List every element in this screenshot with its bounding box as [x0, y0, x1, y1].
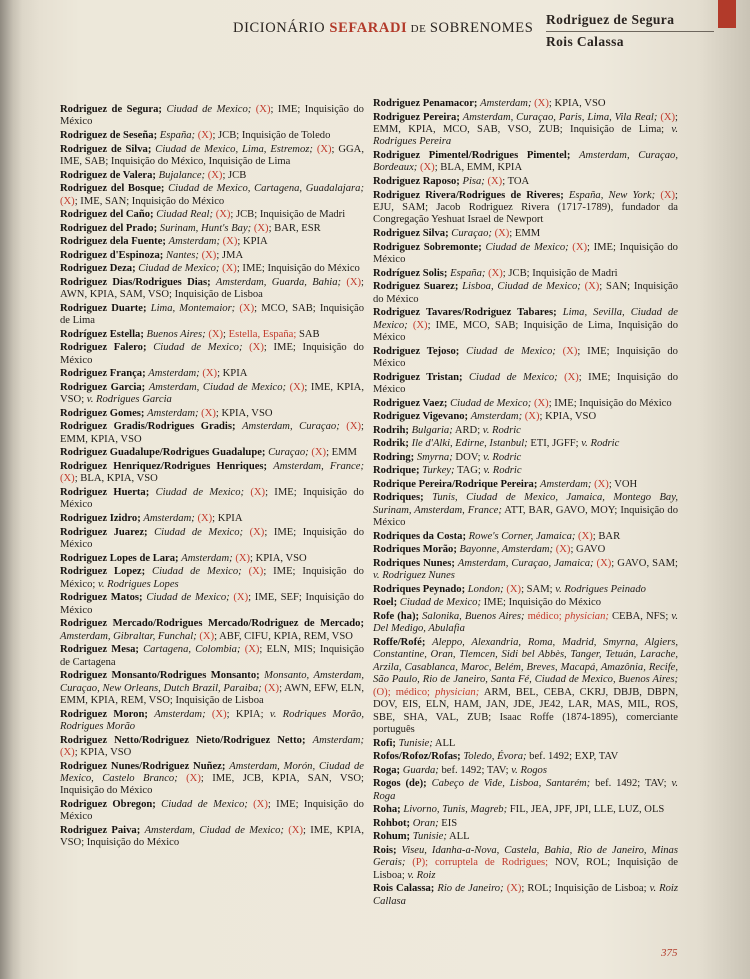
- entry-headword: Rodriguez Garcia;: [60, 381, 146, 393]
- entry-headword: Rodriguez Paiva;: [60, 825, 141, 837]
- thumb-index-tab: [718, 0, 736, 28]
- dictionary-entry: [60, 527, 364, 552]
- book-title-part1: DICIONÁRIO: [233, 20, 330, 36]
- book-title: [233, 20, 533, 37]
- entry-definition: Monsanto, Amsterdam, Curaçao, New Orleans, Dutch Brazil, Paraiba; (X); AWN, EFW, ELN, EMM, KPIA, REM, VSO; Inquisição de Lisboa: [60, 670, 364, 707]
- entry-headword: Rodriguez Suarez;: [373, 281, 459, 293]
- entry-definition: Amsterdam, Curaçao; (X); EMM, KPIA, VSO: [60, 421, 364, 445]
- page-number: 375: [661, 947, 678, 959]
- entry-headword: Rofos/Rofoz/Rofas;: [373, 751, 461, 763]
- entry-definition: Ciudad de Mexico; (X); IME; Inquisição do México: [138, 263, 360, 275]
- dictionary-entry: [373, 751, 678, 763]
- entry-headword: Rodriguez Moron;: [60, 708, 148, 720]
- entry-definition: Amsterdam; (X); KPIA, VSO: [60, 734, 364, 759]
- running-head-last-entry: Rois Calassa: [546, 31, 714, 53]
- dictionary-entry: [373, 411, 678, 423]
- dictionary-entry: [373, 190, 678, 227]
- entry-definition: Bayonne, Amsterdam; (X); GAVO: [459, 544, 606, 556]
- entry-definition: Curaçao; (X); EMM: [268, 447, 357, 459]
- entry-definition: Ciudad Real; (X); JCB; Inquisição de Madri: [156, 209, 346, 221]
- entry-headword: Rodriguez Monsanto/Rodrigues Monsanto;: [60, 670, 260, 682]
- dictionary-entry: [373, 738, 678, 750]
- dictionary-entry: [60, 408, 364, 420]
- dictionary-entry: [60, 183, 364, 208]
- dictionary-entry: [60, 236, 364, 248]
- entry-headword: Rofi;: [373, 737, 396, 749]
- entry-headword: Rodriguez Huerta;: [60, 487, 150, 499]
- dictionary-entry: [60, 553, 364, 565]
- entry-definition: London; (X); SAM; v. Rodrigues Peinado: [467, 583, 646, 595]
- dictionary-entry: [373, 492, 678, 529]
- dictionary-entry: [373, 242, 678, 267]
- entry-definition: Bujalance; (X); JCB: [158, 169, 247, 181]
- entry-headword: Rodriguez del Prado;: [60, 222, 158, 234]
- entry-headword: Rodrih;: [373, 424, 409, 436]
- entry-definition: Ciudad de Mexico; (X); IME; Inquisição do México: [60, 104, 364, 128]
- entry-definition: Amsterdam; (X); VOH: [540, 478, 638, 490]
- entry-headword: Rodriques Peynado;: [373, 583, 466, 595]
- dictionary-entry: [373, 150, 678, 175]
- entry-headword: Rodriques da Costa;: [373, 530, 467, 542]
- book-spine-shadow: [0, 0, 22, 979]
- dictionary-entry: [60, 735, 364, 760]
- entry-definition: España, New York; (X); EJU, SAM; Jacob Rodriguez Rivera (1717-1789), fundador da Congregação Yeshuat Israel de Newport: [373, 189, 678, 226]
- running-head-first-entry: Rodriguez de Segura: [546, 12, 675, 27]
- entry-headword: Rodriguez del Bosque;: [60, 183, 165, 195]
- dictionary-entry: [60, 209, 364, 221]
- entry-headword: Rodriguez Netto/Rodriguez Nieto/Rodriguez Netto;: [60, 734, 306, 746]
- entry-headword: Rodriguez Henriquez/Rodrigues Henriques;: [60, 461, 268, 473]
- entry-headword: Rodriguez de Seseña;: [60, 130, 158, 141]
- dictionary-entry: [60, 421, 364, 446]
- entry-definition: Buenos Aires; (X); Estella, España; SAB: [146, 328, 320, 340]
- entry-definition: Ciudad de Mexico, Cartagena, Guadalajara; (X); IME, SAN; Inquisição do México: [60, 183, 364, 207]
- dictionary-entry: [60, 761, 364, 798]
- dictionary-entry: [60, 223, 364, 235]
- entry-headword: Rodriguez Falero;: [60, 342, 147, 354]
- entry-definition: Amsterdam; (X); KPIA: [168, 236, 268, 248]
- entry-definition: Ciudad de Mexico; (X); IME; Inquisição do México; v. Rodrigues Lopes: [60, 566, 364, 590]
- entry-headword: Rofe (ha);: [373, 611, 420, 623]
- entry-headword: Rodriguez Silva;: [373, 228, 449, 239]
- entry-headword: Rodriguez Tavares/Rodriguez Tabares;: [373, 307, 557, 319]
- dictionary-entry: [60, 644, 364, 669]
- dictionary-entry: [373, 98, 678, 110]
- entry-headword: Roffe/Rofé;: [373, 637, 426, 649]
- dictionary-entry: [373, 778, 678, 803]
- dictionary-entry: [373, 883, 678, 908]
- running-head: [546, 10, 714, 53]
- entry-headword: Rodriguez Izidro;: [60, 513, 141, 525]
- entry-definition: Ciudad de Mexico; (X); IME; Inquisição do México: [450, 397, 672, 409]
- entry-definition: Amsterdam; (X); KPIA, VSO: [480, 98, 606, 109]
- dictionary-entry: [373, 831, 678, 843]
- dictionary-entry: [60, 461, 364, 486]
- dictionary-entry: [60, 170, 364, 182]
- entry-definition: Tunis, Ciudad de Mexico, Jamaica, Montego Bay, Surinam, Amsterdam, France; ATT, BAR, GAVO, MOY; Inquisição do México: [373, 492, 678, 529]
- dictionary-entry: [60, 144, 364, 169]
- entry-definition: Cartagena, Colombia; (X); ELN, MIS; Inquisição de Cartagena: [60, 644, 364, 668]
- entry-definition: Ciudad de Mexico; (X); IME; Inquisição do México: [373, 371, 679, 395]
- entry-definition: Livorno, Tunis, Magreb; FIL, JEA, JPF, JPI, LLE, LUZ, OLS: [403, 804, 665, 816]
- entry-definition: Amsterdam; (X); KPIA; v. Rodriques Morão, Rodrigues Morão: [60, 708, 365, 733]
- entry-headword: Rodrique;: [373, 465, 420, 477]
- entry-headword: Rodriguez França;: [60, 368, 146, 380]
- dictionary-entry: [373, 268, 678, 280]
- entry-headword: Rodriguez Obregon;: [60, 799, 156, 811]
- entry-headword: Rodriguez Vaez;: [373, 397, 448, 409]
- entry-headword: Rodriguez Nunes/Rodriguez Nuñez;: [60, 760, 226, 772]
- dictionary-entry: [60, 566, 364, 591]
- dictionary-entry: [60, 368, 364, 380]
- entry-definition: Lisboa, Ciudad de Mexico; (X); SAN; Inquisição do México: [373, 281, 679, 305]
- dictionary-entry: [373, 765, 678, 777]
- entry-definition: Ciudad de Mexico, Lima, Estremoz; (X); GGA, IME, SAB; Inquisição do México, Inquisição de Lima: [60, 143, 364, 167]
- entry-headword: Rodriguez Deza;: [60, 263, 136, 275]
- dictionary-entry: [373, 584, 678, 596]
- entry-headword: Rodring;: [373, 451, 415, 463]
- entry-definition: Smyrna; DOV; v. Rodric: [416, 451, 522, 463]
- entry-definition: Bulgaria; ARD; v. Rodric: [411, 424, 521, 436]
- entry-definition: Nantes; (X); JMA: [165, 249, 244, 261]
- dictionary-entry: [60, 342, 364, 367]
- book-title-part2: DE: [407, 23, 430, 35]
- entry-definition: Ciudad de Mexico; (X); IME; Inquisição do México: [60, 799, 364, 823]
- dictionary-entry: [373, 611, 678, 636]
- entry-headword: Rois;: [373, 845, 397, 857]
- dictionary-entry: [60, 130, 364, 142]
- book-title-part3: SOBRENOMES: [429, 20, 534, 36]
- entry-definition: Curaçao; (X); EMM: [451, 228, 541, 239]
- dictionary-entry: [60, 709, 364, 734]
- dictionary-entry: [60, 303, 364, 328]
- book-title-accent: SEFARADI: [329, 20, 408, 36]
- entry-definition: Amsterdam, France; (X); BLA, KPIA, VSO: [60, 461, 364, 485]
- entry-headword: Rodriguez Gomes;: [60, 407, 145, 419]
- dictionary-entry: [373, 281, 678, 306]
- entry-definition: Ciudad de Mexico; (X); IME; Inquisição do México: [373, 345, 678, 369]
- dictionary-entry: [373, 425, 678, 437]
- entry-definition: Pisa; (X); TOA: [462, 176, 530, 187]
- entry-definition: Lima, Montemaior; (X); MCO, SAB; Inquisição de Lima: [60, 302, 365, 327]
- entry-definition: Lima, Sevilla, Ciudad de Mexico; (X); IME, MCO, SAB; Inquisição de Lima, Inquisição do México: [373, 307, 678, 343]
- entry-definition: Amsterdam; (X); KPIA, VSO: [470, 411, 597, 423]
- dictionary-entry: [373, 804, 678, 816]
- entry-headword: Rodriguez Pimentel/Rodrigues Pimentel;: [373, 150, 571, 161]
- entry-definition: Ciudad de Mexico; (X); IME; Inquisição do México: [60, 487, 364, 511]
- entry-headword: Rohbot;: [373, 817, 411, 829]
- dictionary-entry: [373, 544, 678, 556]
- dictionary-entry: [60, 329, 364, 341]
- entry-headword: Rodriguez Gradis/Rodrigues Gradis;: [60, 421, 236, 433]
- dictionary-entry: [373, 176, 678, 188]
- entry-definition: Viseu, Idanha-a-Nova, Castela, Bahia, Rio de Janeiro, Minas Gerais; (P); corruptela de Rodrigues; NOV, ROL; Inquisição de Lisboa; v. Roiz: [373, 845, 678, 881]
- entry-headword: Rodriguez Lopes de Lara;: [60, 552, 179, 564]
- entry-headword: Rodríguez Estella;: [60, 328, 144, 340]
- entry-definition: España; (X); JCB; Inquisição de Toledo: [159, 130, 331, 141]
- dictionary-entry: [373, 346, 678, 371]
- entry-definition: Turkey; TAG; v. Rodric: [422, 465, 522, 477]
- dictionary-entry: [60, 825, 364, 850]
- entry-headword: Rodriguez Dias/Rodrigues Dias;: [60, 276, 211, 288]
- entry-headword: Rodriguez Pereira;: [373, 111, 460, 123]
- dictionary-entry: [60, 277, 364, 302]
- dictionary-entry: [373, 307, 678, 344]
- dictionary-entry: [60, 592, 364, 617]
- entry-definition: Amsterdam; (X); KPIA, VSO: [147, 407, 273, 419]
- entry-headword: Rodriguez Juarez;: [60, 526, 148, 538]
- entry-headword: Rodriguez de Segura;: [60, 104, 162, 115]
- entry-headword: Rodrik;: [373, 438, 409, 450]
- entry-definition: Amsterdam, Guarda, Bahia; (X); AWN, KPIA, SAM, VSO; Inquisição de Lisboa: [60, 276, 364, 301]
- entry-definition: Toledo, Évora; bef. 1492; EXP, TAV: [463, 751, 619, 763]
- dictionary-entry: [60, 513, 364, 525]
- entry-headword: Rodríguez Solis;: [373, 267, 448, 279]
- entry-headword: Rois Calassa;: [373, 883, 435, 895]
- entry-headword: Rogos (de);: [373, 778, 427, 790]
- entry-definition: Surinam, Hunt's Bay; (X); BAR, ESR: [159, 222, 321, 234]
- entry-headword: Rodrique Pereira/Rodrique Pereira;: [373, 478, 538, 490]
- entry-headword: Rodriguez d'Espinoza;: [60, 249, 164, 261]
- entry-definition: Cabeço de Vide, Lisboa, Santarém; bef. 1492; TAV; v. Roga: [373, 778, 679, 802]
- entry-headword: Rodriguez Rivera/Rodrigues de Riveres;: [373, 189, 564, 201]
- entry-definition: Aleppo, Alexandria, Roma, Madrid, Smyrna, Algiers, Constantine, Oran, Tlemcen, Sidi bel Abbès, Tanger, Tetuán, Larache, Arzila, Casablanca, Maroc, Belém, Breves, Macapá, Amazônia, Recife, São Paulo, Rio de Janeiro, Santa Fé, Ciudad de Mexico, Buenos Aires; (O); médico; physician; ARM, BEL, CEBA, CKRJ, DBJB, DBPN, DOV, EIS, ELN, HAM, JAN, JDE, JE42, LAR, MAS, MIL, ROS, SBE, SHA, VAL, ZUB; Isaac Roffe (1874-1895), comerciante português: [373, 637, 678, 736]
- entry-definition: Ciudad de Mexico; (X); IME; Inquisição do México: [60, 526, 364, 551]
- entry-definition: Rowe's Corner, Jamaica; (X); BAR: [468, 530, 621, 542]
- dictionary-entry: [60, 250, 364, 262]
- entry-definition: España; (X); JCB; Inquisição de Madri: [450, 267, 618, 279]
- entry-headword: Rodriguez Tejoso;: [373, 345, 460, 357]
- entry-definition: Amsterdam, Curaçao, Jamaica; (X); GAVO, SAM; v. Rodriguez Nunes: [373, 557, 678, 582]
- entry-headword: Rodriques Nunes;: [373, 557, 455, 569]
- entry-headword: Roel;: [373, 597, 398, 609]
- dictionary-entry: [60, 670, 364, 707]
- entry-headword: Rodriguez Vigevano;: [373, 411, 469, 423]
- entry-definition: Tunisie; ALL: [398, 737, 456, 749]
- entry-definition: Ciudad de Mexico; IME; Inquisição do México: [399, 597, 602, 609]
- entry-definition: Amsterdam, Ciudad de Mexico; (X); IME, KPIA, VSO; v. Rodrigues Garcia: [60, 381, 364, 406]
- entry-definition: Amsterdam, Curaçao, Bordeaux; (X); BLA, EMM, KPIA: [373, 150, 678, 174]
- entry-definition: Amsterdam; (X); KPIA: [143, 513, 243, 525]
- entry-headword: Rodriques;: [373, 492, 424, 504]
- entry-definition: Salonika, Buenos Aires; médico; physician; CEBA, NFS; v. Del Medigo, Abulafia: [373, 611, 678, 635]
- entry-headword: Rodriguez Mercado/Rodrigues Mercado/Rodriguez de Mercado;: [60, 618, 364, 630]
- dictionary-entry: [373, 479, 678, 491]
- entry-headword: Rodriques Morão;: [373, 544, 457, 556]
- dictionary-entry: [373, 597, 678, 609]
- entry-definition: Ile d'Alki, Edirne, Istanbul; ETI, JGFF; v. Rodric: [411, 438, 620, 450]
- dictionary-entry: [373, 398, 678, 410]
- entry-headword: Roha;: [373, 804, 401, 816]
- entry-definition: Amsterdam, Morón, Ciudad de Mexico, Castelo Branco; (X); IME, JCB, KPIA, SAN, VSO; Inquisição do México: [60, 760, 365, 797]
- entry-definition: Ciudad de Mexico; (X); IME; Inquisição do México: [60, 342, 364, 366]
- entry-definition: Amsterdam, Gibraltar, Funchal; (X); ABF, CIFU, KPIA, REM, VSO: [60, 630, 353, 642]
- dictionary-entry: [373, 818, 678, 830]
- entry-headword: Rodriguez Mesa;: [60, 644, 139, 656]
- entry-headword: Rodriguez de Valera;: [60, 169, 156, 181]
- dictionary-entry: [60, 799, 364, 824]
- dictionary-entry: [60, 487, 364, 512]
- dictionary-entry: [60, 382, 364, 407]
- right-column: [373, 98, 678, 909]
- entry-headword: Rohum;: [373, 831, 411, 843]
- entry-headword: Rodriguez Raposo;: [373, 176, 460, 187]
- dictionary-entry: [373, 845, 678, 882]
- entry-headword: Rodriguez del Caño;: [60, 209, 154, 221]
- entry-definition: Tunisie; ALL: [412, 831, 470, 843]
- left-column: [60, 104, 364, 851]
- dictionary-entry: [60, 618, 364, 643]
- entry-headword: Rodriguez Matos;: [60, 592, 143, 604]
- dictionary-entry: [373, 637, 678, 737]
- dictionary-entry: [60, 104, 364, 129]
- dictionary-entry: [373, 372, 678, 397]
- entry-headword: Rodriguez Tristan;: [373, 371, 463, 383]
- dictionary-entry: [373, 112, 678, 149]
- dictionary-entry: [373, 228, 678, 240]
- entry-definition: Oran; EIS: [412, 817, 458, 829]
- dictionary-entry: [373, 465, 678, 477]
- entry-headword: Rodriguez Sobremonte;: [373, 241, 482, 253]
- entry-definition: Ciudad de Mexico; (X); IME; Inquisição do México: [373, 241, 678, 265]
- entry-headword: Rodriguez de Silva;: [60, 143, 152, 155]
- entry-headword: Rodriguez Duarte;: [60, 302, 147, 314]
- entry-definition: Amsterdam; (X); KPIA, VSO: [181, 552, 307, 564]
- dictionary-entry: [373, 558, 678, 583]
- entry-definition: Ciudad de Mexico; (X); IME, SEF; Inquisição do México: [60, 592, 364, 616]
- entry-headword: Rodriguez Guadalupe/Rodrigues Guadalupe;: [60, 447, 266, 459]
- entry-headword: Rodriguez Lopez;: [60, 566, 146, 578]
- entry-headword: Roga;: [373, 764, 401, 776]
- dictionary-entry: [373, 438, 678, 450]
- entry-headword: Rodriguez dela Fuente;: [60, 236, 166, 248]
- dictionary-entry: [373, 452, 678, 464]
- dictionary-entry: [60, 263, 364, 275]
- entry-definition: Rio de Janeiro; (X); ROL; Inquisição de Lisboa; v. Roiz Callasa: [373, 883, 678, 907]
- entry-definition: Amsterdam; (X); KPIA: [148, 368, 248, 380]
- entry-definition: Guarda; bef. 1492; TAV; v. Rogos: [402, 764, 547, 776]
- dictionary-entry: [60, 447, 364, 459]
- entry-headword: Rodriguez Penamacor;: [373, 98, 478, 109]
- entry-definition: Amsterdam, Ciudad de Mexico; (X); IME, KPIA, VSO; Inquisição do México: [60, 825, 365, 849]
- entry-definition: Amsterdam, Curaçao, Paris, Lima, Vila Real; (X); EMM, KPIA, MCO, SAB, VSO, ZUB; Inquisição de Lima; v. Rodrigues Pereira: [373, 111, 678, 148]
- dictionary-entry: [373, 531, 678, 543]
